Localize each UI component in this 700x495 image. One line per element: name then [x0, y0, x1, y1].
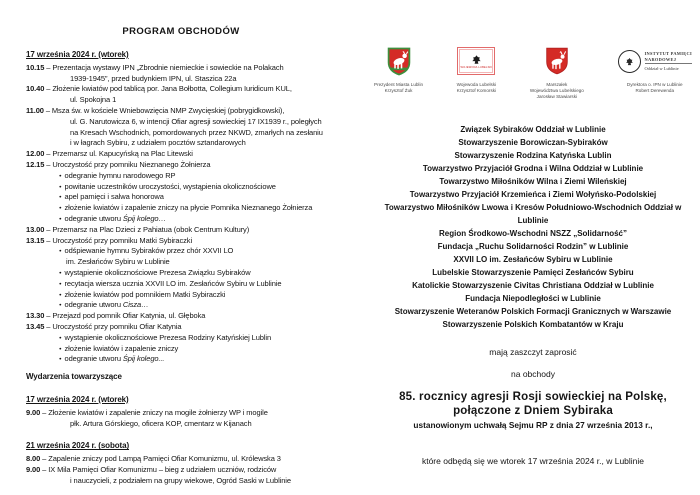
organizations-list: [372, 123, 694, 331]
schedule-bullet: • odegranie hymnu narodowego RP: [59, 170, 176, 180]
organization-item: Towarzystwo Przyjaciół Grodna i Wilna Oddział w Lublinie: [422, 164, 644, 174]
date-header: 21 września 2024 r. (sobota): [26, 441, 130, 451]
logo-caption: Wojewoda Lubelski Krzysztof Komorski: [456, 82, 497, 93]
organization-item: Katolickie Stowarzyszenie Civitas Christiana Oddział w Lublinie: [412, 281, 654, 291]
organization-item: Lubelskie Stowarzyszenie Pamięci Zesłańców Sybiru: [432, 268, 634, 278]
logo-caption: Marszałek Województwa Lubelskiego Jarosław Stawiarski: [529, 82, 584, 99]
schedule-entry: 13.45 – Uroczystość przy pomniku Ofiar Katynia: [26, 321, 182, 331]
schedule-bullet: • odegranie utworu Śpij kolego…: [59, 213, 166, 223]
schedule-bullet: • wystąpienie okolicznościowe Prezesa Rodziny Katyńskiej Lublin: [59, 332, 272, 342]
organization-item: Region Środkowo-Wschodni NSZZ „Solidarność”: [438, 229, 627, 239]
organization-item: Fundacja „Ruchu Solidarności Rodzin” w Lublinie: [437, 242, 629, 252]
logos-row: [372, 44, 694, 99]
schedule-entry-continuation: i nauczycieli, z podziałem na grupy wiekowe, Ogród Saski w Lublinie: [70, 475, 291, 485]
organization-item: Stowarzyszenie Borowiczan-Sybiraków: [458, 138, 608, 148]
organization-item: Towarzystwo Miłośników Lwowa i Kresów Południowo-Wschodnich Oddział w Lublinie: [384, 203, 682, 226]
organization-item: Stowarzyszenie Rodzina Katyńska Lublin: [454, 151, 612, 161]
logo-block-marshal: [530, 44, 584, 99]
schedule-entry-continuation: płk. Artura Górskiego, oficera KOP, cmentarz w Kijanach: [70, 418, 252, 428]
program-column: [26, 26, 358, 486]
schedule: [26, 50, 358, 486]
ipn-logo-icon: INSTYTUT PAMIĘCI NARODOWEJ Oddział w Lublinie: [618, 44, 692, 78]
schedule-entry: 13.15 – Uroczystość przy pomniku Matki Sybiraczki: [26, 235, 193, 245]
schedule-entry-continuation: 1939-1945”, przed budynkiem IPN, ul. Staszica 22a: [70, 73, 237, 83]
schedule-bullet: • recytacja wiersza ucznia XXVII LO im. Zesłańców Sybiru w Lublinie: [59, 278, 282, 288]
logo-caption: Prezydent Miasta Lublin Krzysztof Żuk: [374, 82, 424, 93]
schedule-entry: 9.00 – Złożenie kwiatów i zapalenie zniczy na mogile żołnierzy WP i mogile: [26, 407, 268, 417]
voivode-eagle-icon: WOJEWODA LUBELSKI: [457, 44, 495, 78]
schedule-bullet: • odegranie utworu Śpij kolego...: [59, 354, 165, 364]
organization-item: Towarzystwo Miłośników Wilna i Ziemi Wileńskiej: [439, 177, 627, 187]
schedule-entry: 12.00 – Przemarsz ul. Kapucyńską na Plac Litewski: [26, 149, 193, 159]
organization-item: Stowarzyszenie Weteranów Polskich Formacji Granicznych w Warszawie: [394, 307, 672, 317]
schedule-bullet: • odegranie utworu Cisza…: [59, 300, 149, 310]
schedule-entry-continuation: i w łagrach Sybiru, z udziałem pocztów sztandarowych: [70, 138, 246, 148]
schedule-bullet: • wystąpienie okolicznościowe Prezesa Związku Sybiraków: [59, 267, 251, 277]
schedule-entry: 13.00 – Przemarsz na Plac Dzieci z Pahiatua (obok Centrum Kultury): [26, 224, 250, 234]
logo-block-ipn: [618, 44, 692, 94]
schedule-entry: 10.15 – Prezentacja wystawy IPN „Zbrodnie niemieckie i sowieckie na Polakach: [26, 62, 284, 72]
schedule-bullet: • apel pamięci i salwa honorowa: [59, 192, 164, 202]
organization-item: Fundacja Niepodległości w Lublinie: [465, 294, 601, 304]
schedule-entry: 13.30 – Przejazd pod pomnik Ofiar Katynia, ul. Głęboka: [26, 311, 206, 321]
organization-item: XXVII LO im. Zesłańców Sybiru w Lublinie: [453, 255, 613, 265]
organization-item: Związek Sybiraków Oddział w Lublinie: [460, 125, 606, 135]
event-subtitle: ustanowionym uchwałą Sejmu RP z dnia 27 września 2013 r.,: [413, 420, 653, 431]
organization-item: Towarzystwo Przyjaciół Krzemieńca i Ziemi Wołyńsko-Podolskiej: [409, 190, 657, 200]
schedule-bullet: • powitanie uczestników uroczystości, wystąpienia okolicznościowe: [59, 181, 276, 191]
invitation-line: na obchody: [511, 369, 555, 380]
date-header: 17 września 2024 r. (wtorek): [26, 394, 129, 404]
date-header: 17 września 2024 r. (wtorek): [26, 50, 129, 59]
schedule-bullet: • złożenie kwiatów i zapalenie zniczy na płycie Pomnika Nieznanego Żołnierza: [59, 203, 313, 213]
schedule-entry: 8.00 – Zapalenie zniczy pod Lampą Pamięci Ofiar Komunizmu, ul. Królewska 3: [26, 454, 281, 464]
section-subheader: Wydarzenia towarzyszące: [26, 372, 122, 382]
schedule-bullet: • złożenie kwiatów pod pomnikiem Matki Sybiraczki: [59, 289, 226, 299]
schedule-entry-continuation: na Kresach Wschodnich, pomordowanych przez NKWD, zmarłych na zesłaniu: [70, 127, 323, 137]
invitation-line: mają zaszczyt zaprosić: [489, 347, 577, 358]
city-coat-of-arms-icon: [386, 44, 412, 78]
invitation-column: [372, 44, 694, 466]
schedule-entry-continuation: ul. Spokojna 1: [70, 95, 117, 105]
schedule-entry-continuation: ul. G. Narutowicza 6, w intencji Ofiar agresji sowieckiej 17 IX1939 r., poległych: [70, 116, 322, 126]
schedule-bullet-continuation: im. Zesłańców Sybiru w Lublinie: [66, 257, 170, 267]
program-title: PROGRAM OBCHODÓW: [122, 26, 240, 37]
schedule-entry: 11.00 – Msza św. w kościele Wniebowzięcia NMP Zwycięskiej (pobrygidkowski),: [26, 105, 285, 115]
logo-caption: Dyrektora o. IPN w Lublinie Robert Derewenda: [626, 82, 683, 93]
event-date-line: które odbędą się we wtorek 17 września 2024 r., w Lublinie: [421, 456, 645, 467]
schedule-entry: 9.00 – IX Mila Pamięci Ofiar Komunizmu – bieg z udziałem uczniów, rodziców: [26, 464, 277, 474]
logo-block-voivode: [457, 44, 497, 94]
schedule-bullet: • złożenie kwiatów i zapalenie zniczy: [59, 343, 179, 353]
logo-block-city-president: [374, 44, 423, 94]
voivodeship-coat-of-arms-icon: [545, 44, 569, 78]
schedule-entry: 10.40 – Złożenie kwiatów pod tablicą por. Jana Bołbotta, Collegium Iuridicum KUL,: [26, 84, 292, 94]
schedule-bullet: • odśpiewanie hymnu Sybiraków przez chór XXVII LO: [59, 246, 234, 256]
organization-item: Stowarzyszenie Polskich Kombatantów w Kraju: [442, 320, 624, 330]
schedule-entry: 12.15 – Uroczystość przy pomniku Nieznanego Żołnierza: [26, 159, 211, 169]
event-title: 85. rocznicy agresji Rosji sowieckiej na Polskę, połączone z Dniem Sybiraka: [399, 391, 667, 418]
